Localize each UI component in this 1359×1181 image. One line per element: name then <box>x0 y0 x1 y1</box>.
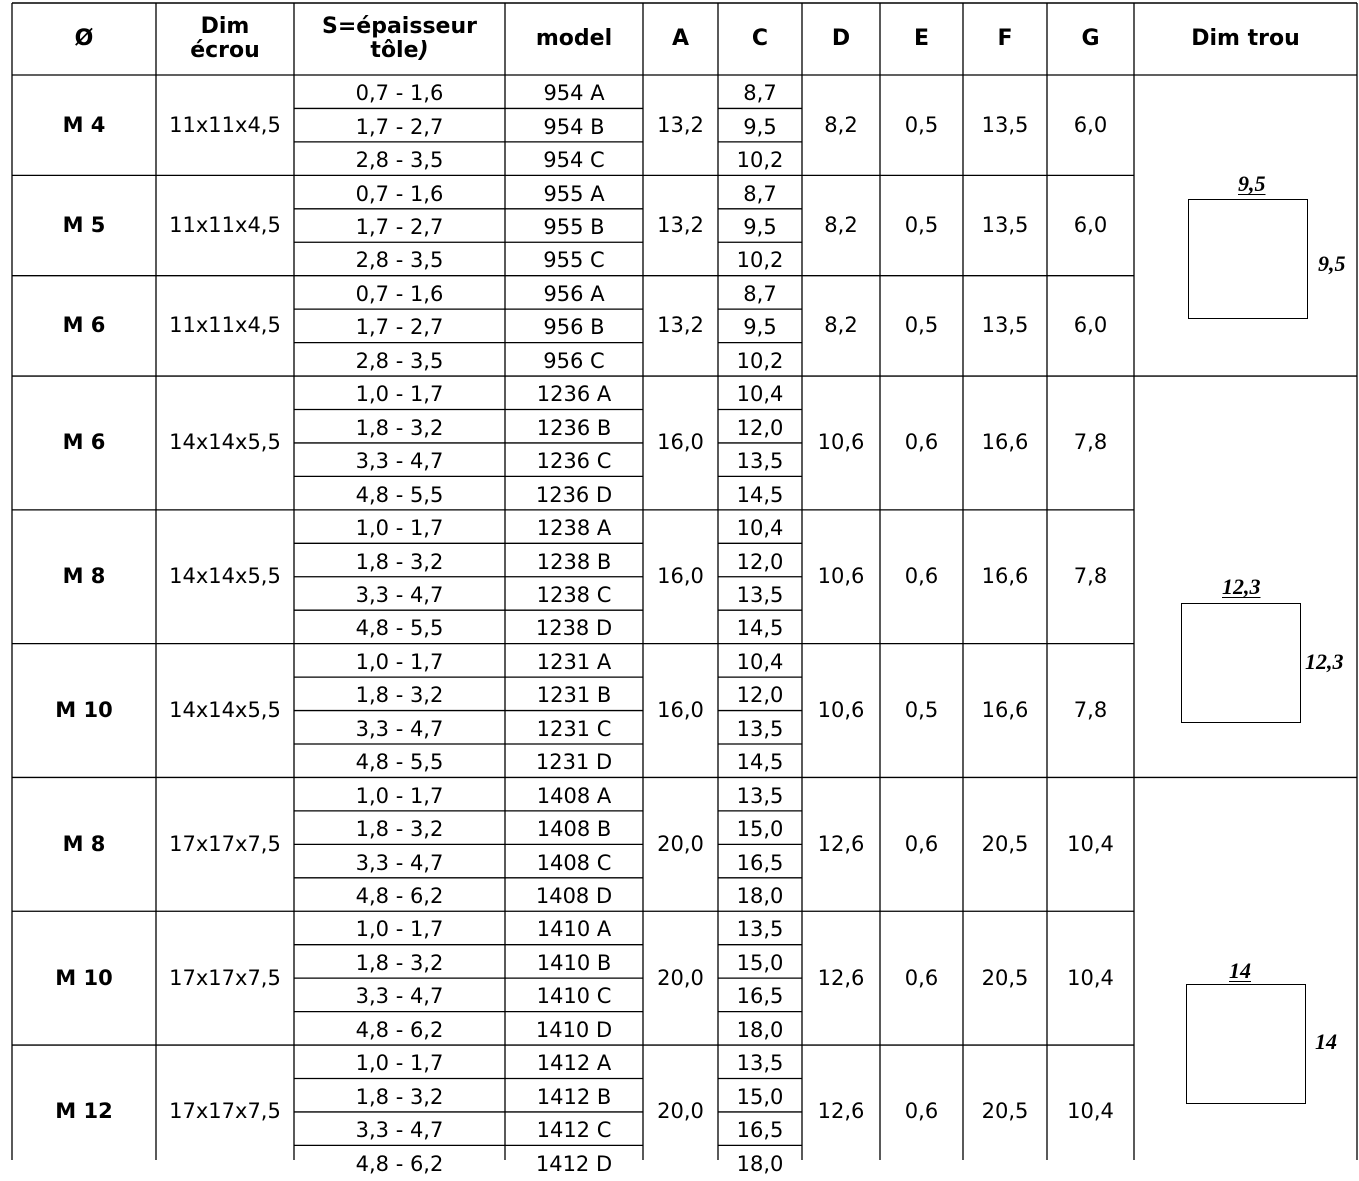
value-c-cell: 13,5 <box>736 1051 784 1076</box>
value-a-cell: 13,2 <box>657 313 704 338</box>
sheet-thickness-cell: 4,8 - 5,5 <box>355 750 444 775</box>
model-cell: 1236 A <box>536 382 612 407</box>
value-a-cell: 20,0 <box>657 965 704 990</box>
value-g-cell: 7,8 <box>1073 564 1108 589</box>
model-cell: 1408 D <box>535 884 613 909</box>
sheet-thickness-cell: 0,7 - 1,6 <box>355 181 444 206</box>
value-c-cell: 8,7 <box>743 281 777 306</box>
model-cell: 1236 B <box>536 415 612 440</box>
header-hole-dimension: Dim trou <box>1191 25 1300 51</box>
header-e: E <box>913 25 930 51</box>
sheet-thickness-cell: 4,8 - 6,2 <box>355 884 444 909</box>
sheet-thickness-cell: 1,0 - 1,7 <box>355 917 444 942</box>
header-thickness-line-1: S=épaisseur <box>322 13 477 39</box>
value-c-cell: 10,4 <box>736 382 784 407</box>
value-d-cell: 10,6 <box>817 698 865 723</box>
value-a-cell: 13,2 <box>657 112 704 137</box>
value-c-cell: 14,5 <box>736 750 784 775</box>
diameter-cell: M 10 <box>55 965 113 990</box>
value-f-cell: 20,5 <box>981 1099 1029 1124</box>
value-c-cell: 10,2 <box>736 248 784 273</box>
header-diameter: Ø <box>74 25 94 51</box>
value-a-cell: 20,0 <box>657 1099 704 1124</box>
header-nut-dimension <box>156 3 294 75</box>
sheet-thickness-cell: 1,0 - 1,7 <box>355 783 444 808</box>
diameter-cell: M 8 <box>62 564 106 589</box>
value-e-cell: 0,6 <box>904 430 939 455</box>
model-cell: 1238 D <box>535 616 613 641</box>
sheet-thickness-cell: 3,3 - 4,7 <box>355 582 444 607</box>
value-c-cell: 9,5 <box>743 215 777 240</box>
value-c-cell: 8,7 <box>743 81 777 106</box>
value-g-cell: 10,4 <box>1067 965 1114 990</box>
value-e-cell: 0,6 <box>904 1099 939 1124</box>
model-cell: 1410 B <box>536 950 612 975</box>
value-e-cell: 0,5 <box>904 112 939 137</box>
value-f-cell: 16,6 <box>981 698 1029 723</box>
model-cell: 1410 D <box>535 1017 613 1042</box>
value-c-cell: 14,5 <box>736 616 784 641</box>
value-c-cell: 13,5 <box>736 716 784 741</box>
value-c-cell: 18,0 <box>736 1017 784 1042</box>
value-f-cell: 13,5 <box>981 213 1029 238</box>
sheet-thickness-cell: 1,8 - 3,2 <box>355 817 444 842</box>
diameter-cell: M 10 <box>55 698 113 723</box>
value-c-cell: 12,0 <box>736 683 784 708</box>
value-c-cell: 13,5 <box>736 783 784 808</box>
header-c: C <box>751 25 769 51</box>
hole-side-dimension-label: 14 <box>1315 1029 1337 1054</box>
value-c-cell: 10,4 <box>736 649 784 674</box>
model-cell: 1410 C <box>536 984 612 1009</box>
value-d-cell: 12,6 <box>817 1099 865 1124</box>
header-f: F <box>997 25 1013 51</box>
sheet-thickness-cell: 1,8 - 3,2 <box>355 549 444 574</box>
value-c-cell: 13,5 <box>736 582 784 607</box>
sheet-thickness-cell: 1,0 - 1,7 <box>355 1051 444 1076</box>
header-nut-line-2: écrou <box>190 38 260 63</box>
model-cell: 955 A <box>543 181 605 206</box>
value-c-cell: 10,2 <box>736 348 784 373</box>
diameter-cell: M 4 <box>62 112 106 137</box>
value-e-cell: 0,6 <box>904 831 939 856</box>
value-f-cell: 13,5 <box>981 313 1029 338</box>
sheet-thickness-cell: 3,3 - 4,7 <box>355 850 444 875</box>
model-cell: 955 B <box>543 215 605 240</box>
header-thickness-paren: ) <box>418 38 429 63</box>
value-a-cell: 16,0 <box>657 564 704 589</box>
model-cell: 1231 B <box>536 683 612 708</box>
value-e-cell: 0,5 <box>904 213 939 238</box>
model-cell: 1408 B <box>536 817 612 842</box>
value-d-cell: 10,6 <box>817 564 865 589</box>
model-cell: 1412 A <box>536 1051 612 1076</box>
value-c-cell: 9,5 <box>743 114 777 139</box>
value-f-cell: 16,6 <box>981 430 1029 455</box>
header-model: model <box>535 25 613 51</box>
model-cell: 1408 A <box>536 783 612 808</box>
value-c-cell: 15,0 <box>736 817 784 842</box>
value-a-cell: 20,0 <box>657 831 704 856</box>
value-a-cell: 16,0 <box>657 698 704 723</box>
model-cell: 1238 C <box>536 582 612 607</box>
sheet-thickness-cell: 1,7 - 2,7 <box>355 114 444 139</box>
value-a-cell: 13,2 <box>657 213 704 238</box>
model-cell: 955 C <box>543 248 605 273</box>
hole-side-dimension-label: 12,3 <box>1305 649 1344 674</box>
model-cell: 956 B <box>543 315 605 340</box>
sheet-thickness-cell: 4,8 - 5,5 <box>355 482 444 507</box>
value-c-cell: 10,2 <box>736 148 784 173</box>
value-g-cell: 10,4 <box>1067 831 1114 856</box>
value-g-cell: 6,0 <box>1073 213 1108 238</box>
hole-top-dimension-label: 9,5 <box>1238 171 1266 196</box>
model-cell: 1410 A <box>536 917 612 942</box>
model-cell: 1412 B <box>536 1084 612 1109</box>
value-c-cell: 13,5 <box>736 449 784 474</box>
value-c-cell: 12,0 <box>736 549 784 574</box>
sheet-thickness-cell: 0,7 - 1,6 <box>355 281 444 306</box>
model-cell: 1412 D <box>535 1151 613 1176</box>
sheet-thickness-cell: 2,8 - 3,5 <box>355 148 444 173</box>
hole-top-dimension-label: 14 <box>1229 958 1251 983</box>
value-g-cell: 10,4 <box>1067 1099 1114 1124</box>
value-c-cell: 15,0 <box>736 950 784 975</box>
value-f-cell: 16,6 <box>981 564 1029 589</box>
model-cell: 1236 D <box>535 482 613 507</box>
sheet-thickness-cell: 4,8 - 6,2 <box>355 1017 444 1042</box>
header-d: D <box>831 25 851 51</box>
value-c-cell: 8,7 <box>743 181 777 206</box>
sheet-thickness-cell: 1,0 - 1,7 <box>355 649 444 674</box>
sheet-thickness-cell: 4,8 - 6,2 <box>355 1151 444 1176</box>
nut-dimension-cell: 14x14x5,5 <box>169 430 281 455</box>
value-c-cell: 16,5 <box>736 850 784 875</box>
value-e-cell: 0,6 <box>904 965 939 990</box>
diameter-cell: M 6 <box>62 313 106 338</box>
sheet-thickness-cell: 3,3 - 4,7 <box>355 449 444 474</box>
diameter-cell: M 8 <box>62 831 106 856</box>
value-e-cell: 0,5 <box>904 698 939 723</box>
nut-dimension-cell: 11x11x4,5 <box>169 213 281 238</box>
value-g-cell: 6,0 <box>1073 313 1108 338</box>
nut-dimension-cell: 17x17x7,5 <box>169 965 281 990</box>
model-cell: 1231 C <box>536 716 612 741</box>
value-e-cell: 0,5 <box>904 313 939 338</box>
model-cell: 1231 A <box>536 649 612 674</box>
value-f-cell: 20,5 <box>981 965 1029 990</box>
nut-dimension-cell: 11x11x4,5 <box>169 112 281 137</box>
nut-dimension-cell: 17x17x7,5 <box>169 1099 281 1124</box>
sheet-thickness-cell: 1,0 - 1,7 <box>355 382 444 407</box>
sheet-thickness-cell: 3,3 - 4,7 <box>355 984 444 1009</box>
diameter-cell: M 12 <box>55 1099 113 1124</box>
value-e-cell: 0,6 <box>904 564 939 589</box>
value-c-cell: 15,0 <box>736 1084 784 1109</box>
model-cell: 1236 C <box>536 449 612 474</box>
value-g-cell: 7,8 <box>1073 698 1108 723</box>
value-c-cell: 13,5 <box>736 917 784 942</box>
value-g-cell: 6,0 <box>1073 112 1108 137</box>
sheet-thickness-cell: 1,7 - 2,7 <box>355 315 444 340</box>
model-cell: 1231 D <box>535 750 613 775</box>
sheet-thickness-cell: 1,8 - 3,2 <box>355 1084 444 1109</box>
value-c-cell: 18,0 <box>736 1151 784 1176</box>
model-cell: 954 C <box>543 148 605 173</box>
sheet-thickness-cell: 1,8 - 3,2 <box>355 415 444 440</box>
nut-dimension-cell: 14x14x5,5 <box>169 698 281 723</box>
nut-dimension-cell: 17x17x7,5 <box>169 831 281 856</box>
nut-dimension-cell: 14x14x5,5 <box>169 564 281 589</box>
sheet-thickness-cell: 3,3 - 4,7 <box>355 716 444 741</box>
model-cell: 954 A <box>543 81 605 106</box>
value-d-cell: 8,2 <box>824 112 858 137</box>
value-d-cell: 8,2 <box>824 313 858 338</box>
value-d-cell: 12,6 <box>817 831 865 856</box>
value-c-cell: 10,4 <box>736 516 784 541</box>
value-c-cell: 12,0 <box>736 415 784 440</box>
nut-dimension-cell: 11x11x4,5 <box>169 313 281 338</box>
value-d-cell: 8,2 <box>824 213 858 238</box>
hole-square-shape <box>1181 603 1301 723</box>
value-c-cell: 9,5 <box>743 315 777 340</box>
value-c-cell: 14,5 <box>736 482 784 507</box>
value-g-cell: 7,8 <box>1073 430 1108 455</box>
header-thickness-line-2 <box>370 39 428 63</box>
model-cell: 954 B <box>543 114 605 139</box>
model-cell: 956 C <box>543 348 605 373</box>
value-c-cell: 16,5 <box>736 984 784 1009</box>
value-c-cell: 18,0 <box>736 884 784 909</box>
sheet-thickness-cell: 1,8 - 3,2 <box>355 950 444 975</box>
header-thickness-word: tôle <box>370 38 419 63</box>
hole-side-dimension-label: 9,5 <box>1318 251 1346 276</box>
sheet-thickness-cell: 0,7 - 1,6 <box>355 81 444 106</box>
model-cell: 956 A <box>543 281 605 306</box>
diameter-cell: M 6 <box>62 430 106 455</box>
header-g: G <box>1081 25 1100 51</box>
value-f-cell: 20,5 <box>981 831 1029 856</box>
model-cell: 1238 B <box>536 549 612 574</box>
sheet-thickness-cell: 1,8 - 3,2 <box>355 683 444 708</box>
hole-square-shape <box>1188 199 1308 319</box>
sheet-thickness-cell: 4,8 - 5,5 <box>355 616 444 641</box>
diameter-cell: M 5 <box>62 213 106 238</box>
value-d-cell: 12,6 <box>817 965 865 990</box>
model-cell: 1408 C <box>536 850 612 875</box>
value-f-cell: 13,5 <box>981 112 1029 137</box>
value-a-cell: 16,0 <box>657 430 704 455</box>
model-cell: 1238 A <box>536 516 612 541</box>
sheet-thickness-cell: 3,3 - 4,7 <box>355 1118 444 1143</box>
sheet-thickness-cell: 2,8 - 3,5 <box>355 348 444 373</box>
value-d-cell: 10,6 <box>817 430 865 455</box>
hole-square-shape <box>1186 984 1306 1104</box>
hole-top-dimension-label: 12,3 <box>1222 574 1261 599</box>
sheet-thickness-cell: 1,7 - 2,7 <box>355 215 444 240</box>
sheet-thickness-cell: 2,8 - 3,5 <box>355 248 444 273</box>
header-nut-line-1: Dim <box>200 13 250 39</box>
header-a: A <box>671 25 690 51</box>
sheet-thickness-cell: 1,0 - 1,7 <box>355 516 444 541</box>
value-c-cell: 16,5 <box>736 1118 784 1143</box>
model-cell: 1412 C <box>536 1118 612 1143</box>
header-sheet-thickness <box>294 3 505 75</box>
